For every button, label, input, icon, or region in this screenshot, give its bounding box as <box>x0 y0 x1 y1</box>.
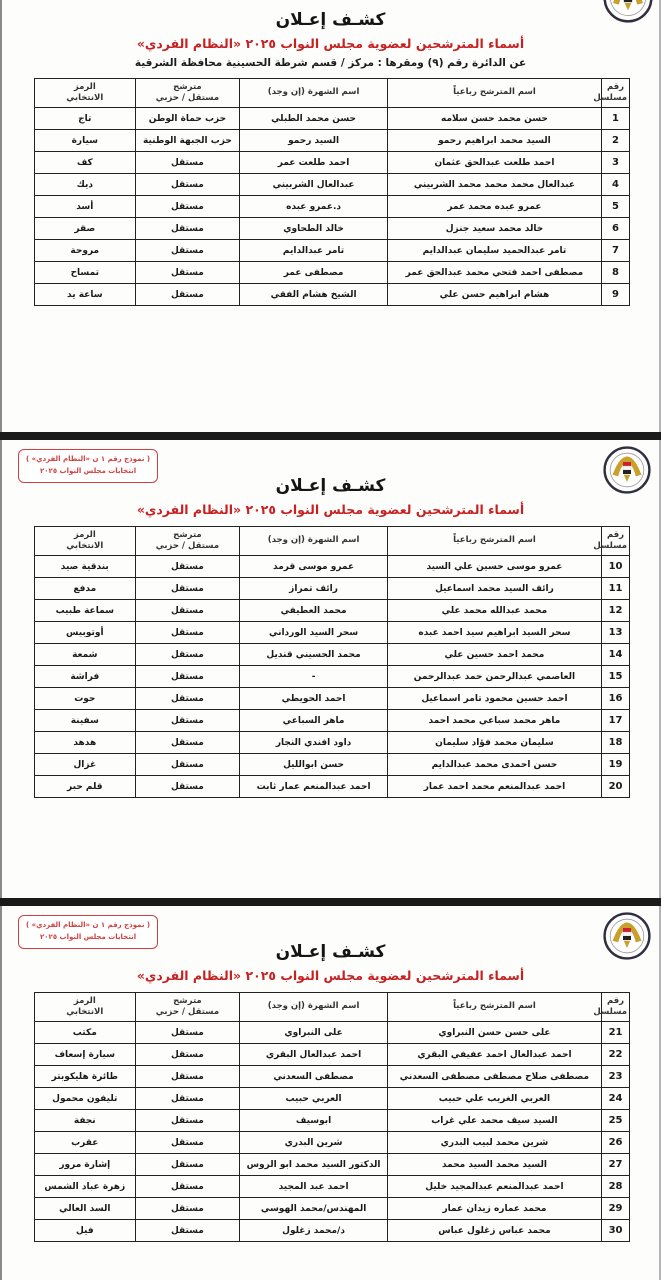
name-cell: حسن محمد حسن سلامه <box>387 108 601 130</box>
document-title: كشـف إعـلان <box>275 10 386 30</box>
table-row <box>35 710 630 732</box>
col-header-shohra: اسم الشهرة (إن وجد) <box>240 79 388 108</box>
serial-cell: 15 <box>602 666 630 688</box>
shohra-cell: احمد عبد المجيد <box>240 1176 388 1198</box>
table-row <box>35 1132 630 1154</box>
candidates-table-1 <box>34 78 630 306</box>
symbol-cell: أسد <box>35 196 136 218</box>
table-row <box>35 688 630 710</box>
symbol-cell: سيارة <box>35 130 136 152</box>
table-row <box>35 754 630 776</box>
col-header-serial-l1: رقم <box>606 529 625 540</box>
symbol-cell: مروحة <box>35 240 136 262</box>
elections-authority-emblem-icon <box>603 0 653 23</box>
name-cell: مصطفى صلاح مصطفى مصطفى السعدني <box>387 1066 601 1088</box>
shohra-cell: احمد الحويطي <box>240 688 388 710</box>
party-cell: مستقل <box>135 1132 240 1154</box>
table-row <box>35 600 630 622</box>
page-separator <box>0 432 661 440</box>
shohra-cell: العربي حبيب <box>240 1088 388 1110</box>
party-cell: مستقل <box>135 1110 240 1132</box>
serial-cell: 14 <box>602 644 630 666</box>
serial-cell: 8 <box>602 262 630 284</box>
serial-cell: 12 <box>602 600 630 622</box>
name-cell: محمد احمد حسين علي <box>387 644 601 666</box>
table-row <box>35 556 630 578</box>
serial-cell: 4 <box>602 174 630 196</box>
party-cell: مستقل <box>135 284 240 306</box>
candidates-table-3 <box>34 992 630 1242</box>
shohra-cell: محمد العطيفي <box>240 600 388 622</box>
party-cell: مستقل <box>135 262 240 284</box>
serial-cell: 11 <box>602 578 630 600</box>
table-row <box>35 776 630 798</box>
symbol-cell: مكتب <box>35 1022 136 1044</box>
col-header-party-l1: مترشح <box>173 995 202 1006</box>
form-stamp <box>18 449 158 483</box>
col-header-symbol-l1: الرمز <box>73 995 96 1006</box>
serial-cell: 25 <box>602 1110 630 1132</box>
symbol-cell: عقرب <box>35 1132 136 1154</box>
symbol-cell: فراشة <box>35 666 136 688</box>
col-header-serial-l2: مسلسل <box>593 541 627 551</box>
party-cell: مستقل <box>135 1088 240 1110</box>
serial-cell: 23 <box>602 1066 630 1088</box>
col-header-party-l2: مستقل / حزبي <box>155 541 220 551</box>
serial-cell: 3 <box>602 152 630 174</box>
col-header-symbol-l1: الرمز <box>73 529 96 540</box>
serial-cell: 13 <box>602 622 630 644</box>
col-header-party <box>135 527 240 556</box>
name-cell: حسن احمدى محمد عبدالدايم <box>387 754 601 776</box>
symbol-cell: حوت <box>35 688 136 710</box>
table-row <box>35 196 630 218</box>
party-cell: مستقل <box>135 1022 240 1044</box>
col-header-symbol-l2: الانتخابي <box>66 93 104 103</box>
table-row <box>35 130 630 152</box>
district-line: عن الدائرة رقم (٩) ومقرها : مركز / قسم شرطة الحسينية محافظة الشرقية <box>134 57 527 69</box>
shohra-cell: ابوسيف <box>240 1110 388 1132</box>
shohra-cell: شرين البدري <box>240 1132 388 1154</box>
symbol-cell: نجفة <box>35 1110 136 1132</box>
symbol-cell: مدفع <box>35 578 136 600</box>
shohra-cell: خالد الطحاوي <box>240 218 388 240</box>
name-cell: على حسن حسن النبراوي <box>387 1022 601 1044</box>
party-cell: مستقل <box>135 688 240 710</box>
shohra-cell: مصطفى عمر <box>240 262 388 284</box>
col-header-serial-l1: رقم <box>606 81 625 92</box>
party-cell: مستقل <box>135 1044 240 1066</box>
name-cell: ماهر محمد سباعي محمد احمد <box>387 710 601 732</box>
table-row <box>35 284 630 306</box>
col-header-name: اسم المترشح رباعياً <box>387 527 601 556</box>
name-cell: محمد عباس زغلول عباس <box>387 1220 601 1242</box>
table-row <box>35 1022 630 1044</box>
shohra-cell: مصطفى السعدني <box>240 1066 388 1088</box>
stamp-line1: ( نموذج رقم ١ ن «النظام الفردي» ) <box>26 921 151 929</box>
party-cell: مستقل <box>135 240 240 262</box>
name-cell: العاصمي عبدالرحمن حمد عبدالرحمن <box>387 666 601 688</box>
party-cell: مستقل <box>135 1220 240 1242</box>
shohra-cell: عبدالعال الشربيني <box>240 174 388 196</box>
name-cell: محمد عبدالله محمد علي <box>387 600 601 622</box>
table-row <box>35 1176 630 1198</box>
name-cell: السيد سيف محمد علي غراب <box>387 1110 601 1132</box>
symbol-cell: غزال <box>35 754 136 776</box>
shohra-cell: حسن ابوالليل <box>240 754 388 776</box>
symbol-cell: سفينة <box>35 710 136 732</box>
shohra-cell: احمد طلعت عمر <box>240 152 388 174</box>
symbol-cell: أوتوبيس <box>35 622 136 644</box>
symbol-cell: شمعة <box>35 644 136 666</box>
table-row <box>35 644 630 666</box>
col-header-shohra: اسم الشهرة (إن وجد) <box>240 527 388 556</box>
stamp-line1: ( نموذج رقم ١ ن «النظام الفردي» ) <box>26 455 151 463</box>
col-header-party-l2: مستقل / حزبي <box>155 93 220 103</box>
table-row <box>35 1110 630 1132</box>
table-row <box>35 152 630 174</box>
name-cell: سحر السيد ابراهيم سيد احمد عبده <box>387 622 601 644</box>
table-row <box>35 1198 630 1220</box>
symbol-cell: ديك <box>35 174 136 196</box>
shohra-cell: احمد عبدالمنعم عمار ثابت <box>240 776 388 798</box>
document-title: كشـف إعـلان <box>275 476 386 496</box>
col-header-shohra: اسم الشهرة (إن وجد) <box>240 993 388 1022</box>
stamp-line2: انتخابات مجلس النواب ٢٠٢٥ <box>40 932 137 941</box>
symbol-cell: زهرة عباد الشمس <box>35 1176 136 1198</box>
party-cell: مستقل <box>135 732 240 754</box>
name-cell: هشام ابراهيم حسن علي <box>387 284 601 306</box>
shohra-cell: احمد عبدالعال البقري <box>240 1044 388 1066</box>
col-header-serial-l2: مسلسل <box>593 1007 627 1017</box>
party-cell: حزب الجبهة الوطنية <box>135 130 240 152</box>
serial-cell: 18 <box>602 732 630 754</box>
table-row <box>35 262 630 284</box>
stamp-line2: انتخابات مجلس النواب ٢٠٢٥ <box>40 466 137 475</box>
serial-cell: 19 <box>602 754 630 776</box>
shohra-cell: حسن محمد الطبلي <box>240 108 388 130</box>
serial-cell: 7 <box>602 240 630 262</box>
party-cell: حزب حماة الوطن <box>135 108 240 130</box>
page-3 <box>0 906 661 1280</box>
col-header-serial-l1: رقم <box>606 995 625 1006</box>
document-title: كشـف إعـلان <box>275 942 386 962</box>
party-cell: مستقل <box>135 152 240 174</box>
shohra-cell: محمد الحسيني قنديل <box>240 644 388 666</box>
symbol-cell: سماعة طبيب <box>35 600 136 622</box>
serial-cell: 16 <box>602 688 630 710</box>
party-cell: مستقل <box>135 556 240 578</box>
col-header-serial <box>593 79 630 108</box>
shohra-cell: الشيخ هشام الفقي <box>240 284 388 306</box>
name-cell: خالد محمد سعيد جنزل <box>387 218 601 240</box>
name-cell: السيد محمد ابراهيم رحمو <box>387 130 601 152</box>
shohra-cell: رائف تمراز <box>240 578 388 600</box>
table-row <box>35 578 630 600</box>
table-header-row <box>35 527 630 556</box>
party-cell: مستقل <box>135 218 240 240</box>
elections-authority-emblem-icon <box>603 446 651 494</box>
serial-cell: 2 <box>602 130 630 152</box>
table-row <box>35 1044 630 1066</box>
serial-cell: 9 <box>602 284 630 306</box>
symbol-cell: السد العالي <box>35 1198 136 1220</box>
table-row <box>35 1220 630 1242</box>
symbol-cell: إشارة مرور <box>35 1154 136 1176</box>
shohra-cell: - <box>240 666 388 688</box>
party-cell: مستقل <box>135 776 240 798</box>
col-header-name: اسم المترشح رباعياً <box>387 993 601 1022</box>
name-cell: رائف السيد محمد اسماعيل <box>387 578 601 600</box>
name-cell: احمد عبدالعال احمد عفيفي البقري <box>387 1044 601 1066</box>
table-row <box>35 732 630 754</box>
symbol-cell: هدهد <box>35 732 136 754</box>
candidates-table-2 <box>34 526 630 798</box>
shohra-cell: المهندس/محمد الهوسي <box>240 1198 388 1220</box>
name-cell: عمرو عبده محمد عمر <box>387 196 601 218</box>
serial-cell: 22 <box>602 1044 630 1066</box>
serial-cell: 6 <box>602 218 630 240</box>
col-header-party-l1: مترشح <box>173 81 202 92</box>
party-cell: مستقل <box>135 666 240 688</box>
document-subtitle: أسماء المترشحين لعضوية مجلس النواب ٢٠٢٥ «النظام الفردي» <box>136 502 525 517</box>
table-row <box>35 1154 630 1176</box>
name-cell: احمد عبدالمنعم عبدالمجيد خليل <box>387 1176 601 1198</box>
serial-cell: 27 <box>602 1154 630 1176</box>
page-1 <box>0 0 661 432</box>
serial-cell: 24 <box>602 1088 630 1110</box>
name-cell: العربي الغريب علي حبيب <box>387 1088 601 1110</box>
page-separator <box>0 898 661 906</box>
name-cell: سليمان محمد فؤاد سليمان <box>387 732 601 754</box>
col-header-symbol-l2: الانتخابي <box>66 1007 104 1017</box>
name-cell: تامر عبدالحميد سليمان عبدالدايم <box>387 240 601 262</box>
symbol-cell: بندقية صيد <box>35 556 136 578</box>
party-cell: مستقل <box>135 196 240 218</box>
symbol-cell: تليفون محمول <box>35 1088 136 1110</box>
name-cell: شرين محمد لبيب البدري <box>387 1132 601 1154</box>
symbol-cell: فيل <box>35 1220 136 1242</box>
col-header-symbol-l1: الرمز <box>73 81 96 92</box>
table-row <box>35 666 630 688</box>
elections-authority-emblem-icon <box>603 912 651 960</box>
symbol-cell: تمساح <box>35 262 136 284</box>
name-cell: السيد محمد السيد محمد <box>387 1154 601 1176</box>
shohra-cell: تامر عبدالدايم <box>240 240 388 262</box>
col-header-party <box>135 79 240 108</box>
name-cell: عمرو موسى حسين علي السيد <box>387 556 601 578</box>
col-header-party-l2: مستقل / حزبي <box>155 1007 220 1017</box>
shohra-cell: الدكتور السيد محمد ابو الروس <box>240 1154 388 1176</box>
document-subtitle: أسماء المترشحين لعضوية مجلس النواب ٢٠٢٥ «النظام الفردي» <box>136 968 525 983</box>
col-header-symbol <box>35 993 136 1022</box>
party-cell: مستقل <box>135 1176 240 1198</box>
symbol-cell: صقر <box>35 218 136 240</box>
name-cell: احمد حسين محمود تامر اسماعيل <box>387 688 601 710</box>
document-subtitle: أسماء المترشحين لعضوية مجلس النواب ٢٠٢٥ «النظام الفردي» <box>136 36 525 51</box>
col-header-party-l1: مترشح <box>173 529 202 540</box>
shohra-cell: على النبراوي <box>240 1022 388 1044</box>
symbol-cell: ساعة يد <box>35 284 136 306</box>
party-cell: مستقل <box>135 644 240 666</box>
serial-cell: 17 <box>602 710 630 732</box>
party-cell: مستقل <box>135 174 240 196</box>
name-cell: عبدالعال محمد محمد محمد الشربيني <box>387 174 601 196</box>
col-header-symbol <box>35 79 136 108</box>
symbol-cell: قلم حبر <box>35 776 136 798</box>
symbol-cell: سيارة إسعاف <box>35 1044 136 1066</box>
serial-cell: 28 <box>602 1176 630 1198</box>
serial-cell: 1 <box>602 108 630 130</box>
symbol-cell: كف <box>35 152 136 174</box>
col-header-name: اسم المترشح رباعياً <box>387 79 601 108</box>
serial-cell: 10 <box>602 556 630 578</box>
col-header-symbol <box>35 527 136 556</box>
party-cell: مستقل <box>135 600 240 622</box>
party-cell: مستقل <box>135 1198 240 1220</box>
page-2 <box>0 440 661 898</box>
table-row <box>35 174 630 196</box>
table-row <box>35 108 630 130</box>
symbol-cell: تاج <box>35 108 136 130</box>
table-header-row <box>35 993 630 1022</box>
serial-cell: 29 <box>602 1198 630 1220</box>
serial-cell: 5 <box>602 196 630 218</box>
table-row <box>35 240 630 262</box>
party-cell: مستقل <box>135 578 240 600</box>
table-row <box>35 1088 630 1110</box>
party-cell: مستقل <box>135 754 240 776</box>
shohra-cell: ماهر السباعي <box>240 710 388 732</box>
party-cell: مستقل <box>135 622 240 644</box>
name-cell: محمد عماره زيدان عمار <box>387 1198 601 1220</box>
col-header-party <box>135 993 240 1022</box>
col-header-serial-l2: مسلسل <box>593 93 627 103</box>
name-cell: مصطفى احمد فتحي محمد عبدالحق عمر <box>387 262 601 284</box>
party-cell: مستقل <box>135 710 240 732</box>
serial-cell: 26 <box>602 1132 630 1154</box>
form-stamp <box>18 915 158 949</box>
col-header-symbol-l2: الانتخابي <box>66 541 104 551</box>
shohra-cell: د/محمد زغلول <box>240 1220 388 1242</box>
table-row <box>35 622 630 644</box>
col-header-serial <box>593 993 630 1022</box>
shohra-cell: د.عمرو عبده <box>240 196 388 218</box>
serial-cell: 30 <box>602 1220 630 1242</box>
serial-cell: 21 <box>602 1022 630 1044</box>
table-row <box>35 1066 630 1088</box>
serial-cell: 20 <box>602 776 630 798</box>
party-cell: مستقل <box>135 1154 240 1176</box>
symbol-cell: طائرة هليكوبتر <box>35 1066 136 1088</box>
shohra-cell: داود افندي النجار <box>240 732 388 754</box>
col-header-serial <box>593 527 630 556</box>
shohra-cell: السيد رحمو <box>240 130 388 152</box>
table-header-row <box>35 79 630 108</box>
shohra-cell: سحر السيد الورداني <box>240 622 388 644</box>
shohra-cell: عمرو موسى قرمد <box>240 556 388 578</box>
name-cell: احمد عبدالمنعم محمد احمد عمار <box>387 776 601 798</box>
table-row <box>35 218 630 240</box>
name-cell: احمد طلعت عبدالحق عثمان <box>387 152 601 174</box>
party-cell: مستقل <box>135 1066 240 1088</box>
